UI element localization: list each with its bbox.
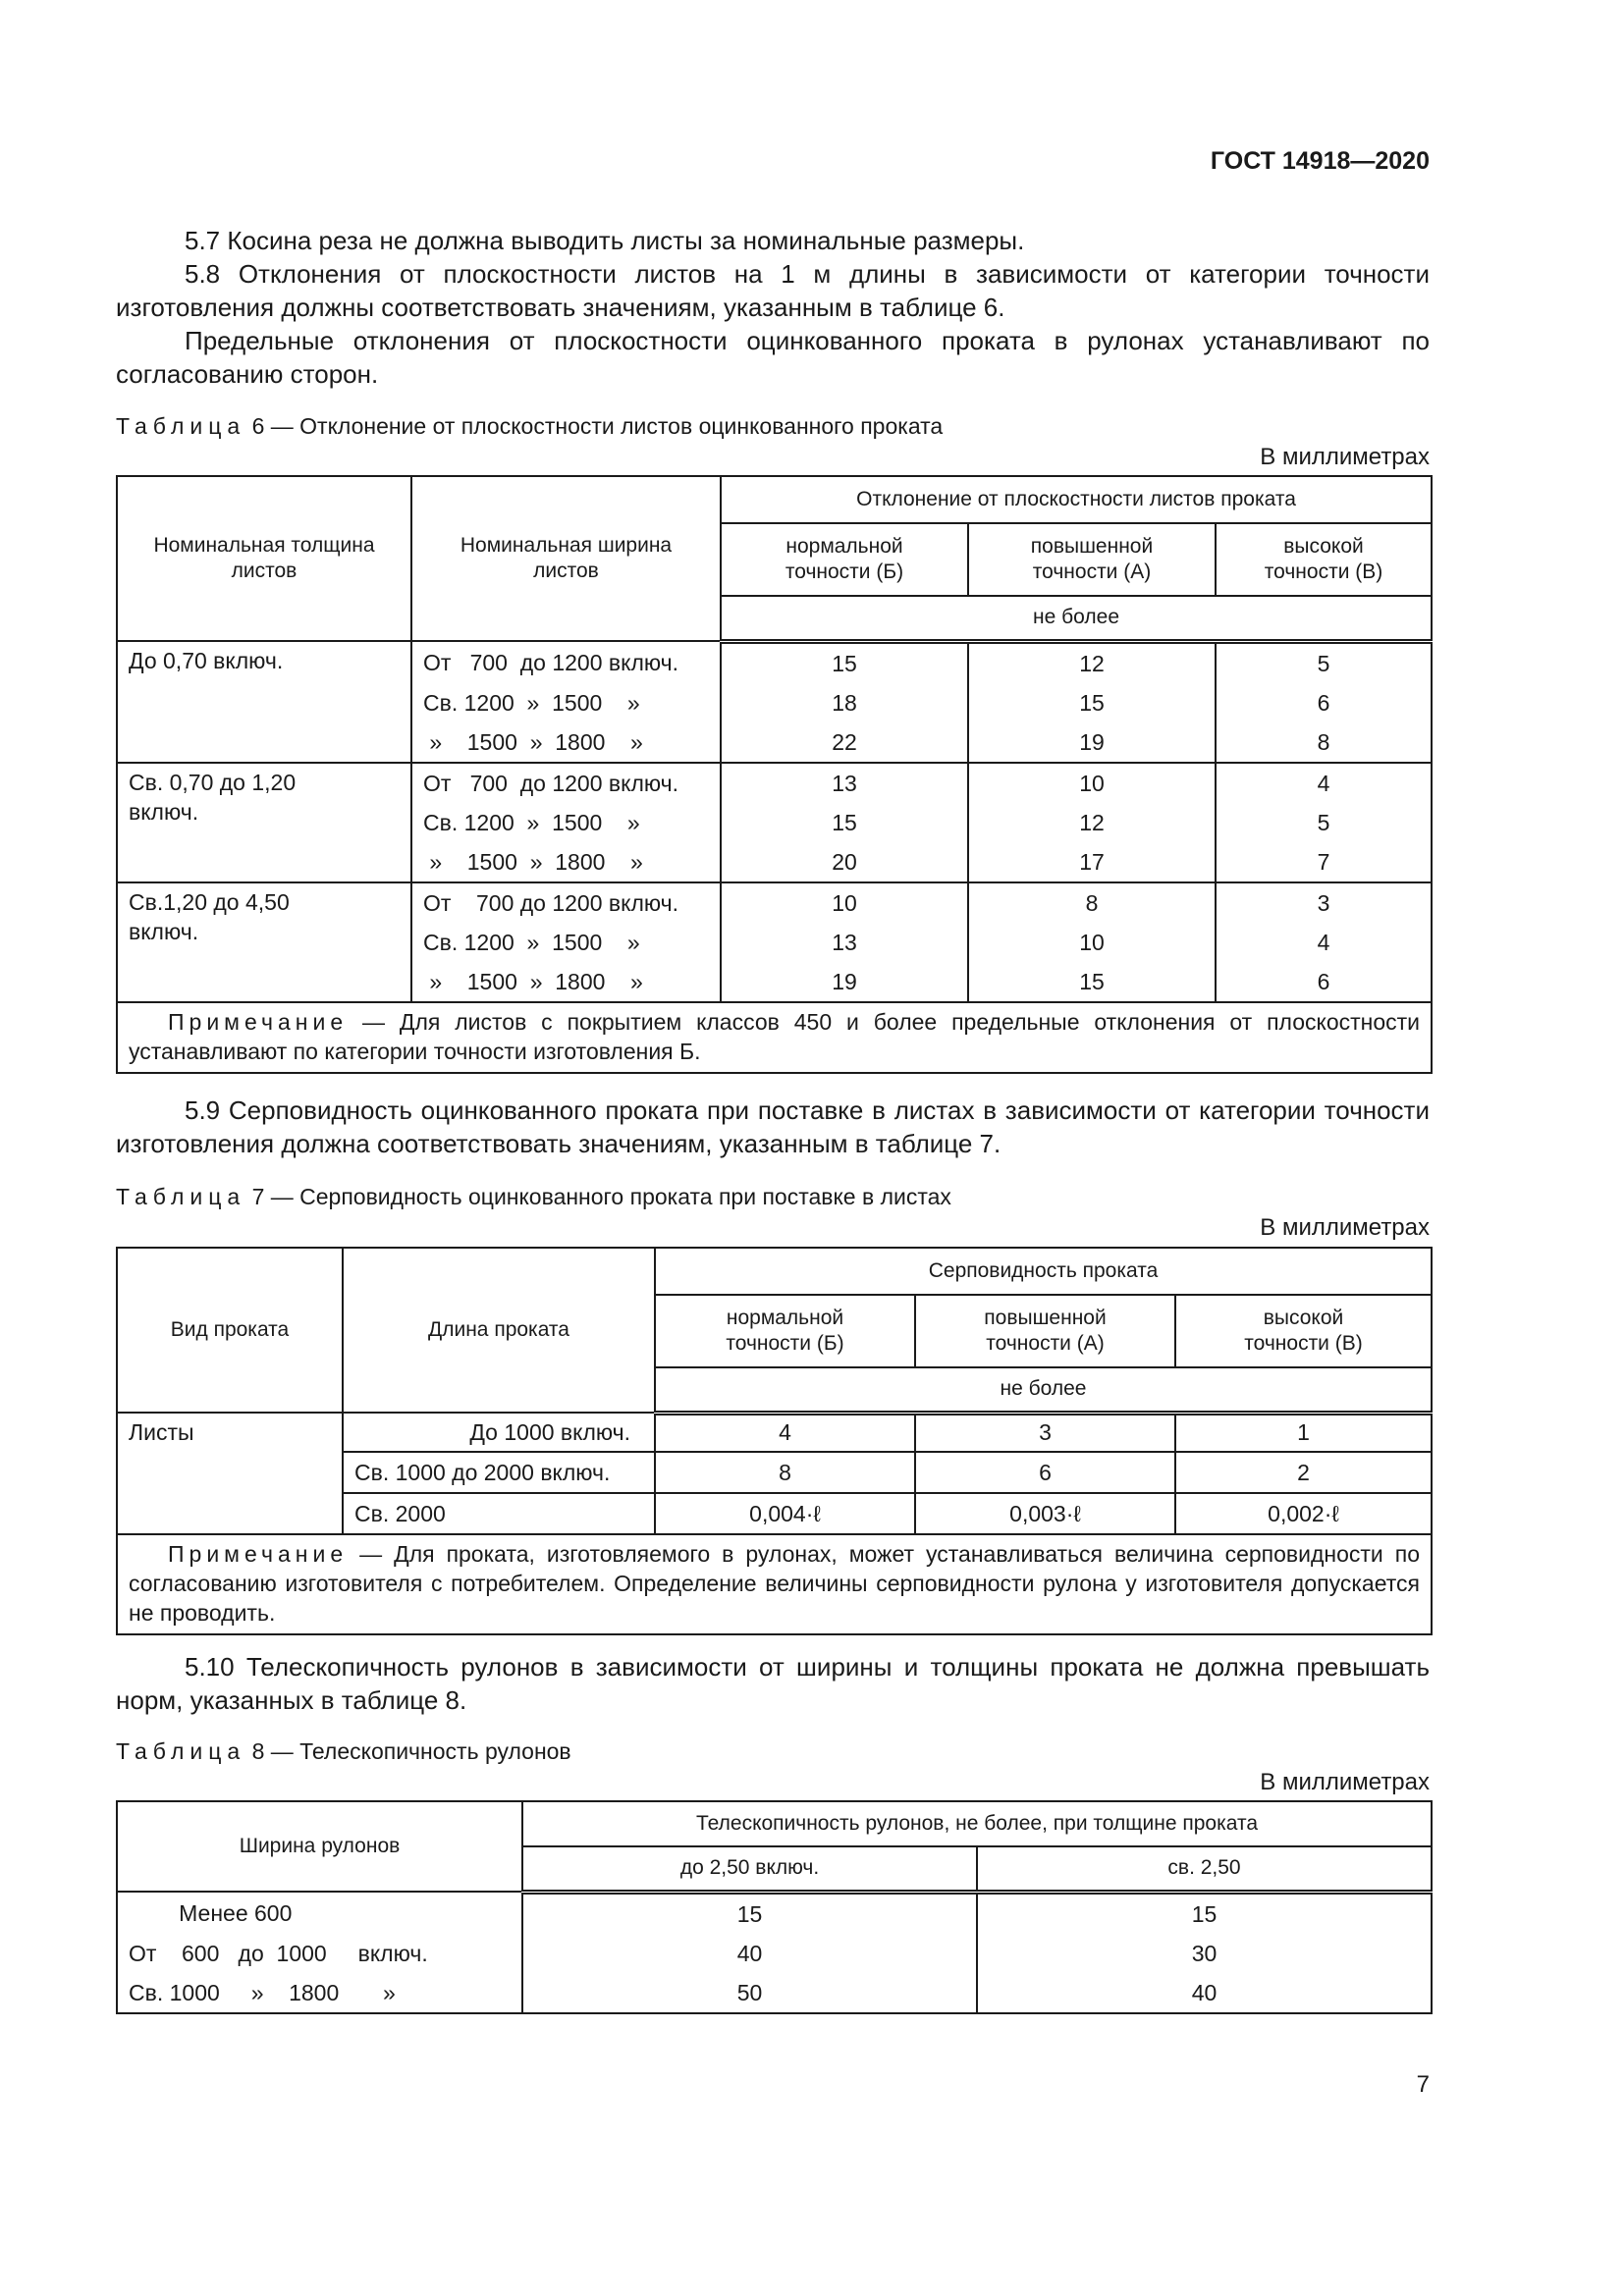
value-cell: 4 — [1216, 763, 1432, 803]
table-8-caption — [116, 1738, 571, 1765]
value-cell: 40 — [522, 1934, 977, 1973]
table-row — [117, 1973, 1432, 2013]
value-cell: 18 — [721, 683, 968, 722]
value-cell: 10 — [968, 763, 1216, 803]
value-cell: 13 — [721, 923, 968, 962]
table-8 — [116, 1800, 1433, 2014]
value-cell: 1 — [1175, 1413, 1432, 1452]
col-header-increased: повышенной точности (А) — [968, 523, 1216, 596]
document-id: ГОСТ 14918—2020 — [1210, 147, 1430, 175]
value-cell: 6 — [915, 1452, 1175, 1493]
width-cell: Менее 600 — [117, 1892, 522, 1934]
table-row — [117, 1413, 1432, 1452]
value-cell: 19 — [968, 722, 1216, 763]
col-header-width: Номинальная ширина листов — [411, 476, 721, 641]
table-6-note — [117, 1002, 1432, 1073]
paragraph-5-10: 5.10 Телескопичность рулонов в зависимости от ширины и толщины проката не должна превышать норм, указанных в таблице 8. — [116, 1652, 1430, 1715]
col-header-kind: Вид проката — [117, 1248, 343, 1413]
width-cell: » 1500 » 1800 » — [411, 722, 721, 763]
table-7-note — [117, 1534, 1432, 1634]
table-row — [117, 1892, 1432, 1934]
value-cell: 22 — [721, 722, 968, 763]
width-cell: Св. 1200 » 1500 » — [411, 923, 721, 962]
note-text: — Для листов с покрытием классов 450 и более предельные отклонения от плоскостности устанавливают по категории точности изготовления Б. — [129, 1008, 1421, 1064]
length-cell: До 1000 включ. — [343, 1413, 655, 1452]
note-text: — Для проката, изготовляемого в рулонах, может устанавливаться величина серповидности по согласованию изготовителя с потребителем. Определение величины серповидности рулона у изготовителя допускается не проводить. — [129, 1541, 1420, 1626]
width-cell: От 700 до 1200 включ. — [411, 641, 721, 683]
col-header-normal: нормальной точности (Б) — [721, 523, 968, 596]
col-header-not-more: не более — [721, 596, 1432, 641]
value-cell: 7 — [1216, 842, 1432, 882]
value-cell: 15 — [721, 641, 968, 683]
col-header-group: Отклонение от плоскостности листов проката — [721, 476, 1432, 523]
paragraph-5-8: 5.8 Отклонения от плоскостности листов на 1 м длины в зависимости от категории точности изготовления должны соответствовать значениям, указанным в таблице 6. — [116, 259, 1430, 322]
col-header-high: высокой точности (В) — [1216, 523, 1432, 596]
table-7-units: В миллиметрах — [1260, 1214, 1430, 1241]
table-row — [117, 763, 1432, 803]
col-header-not-more: не более — [655, 1367, 1432, 1413]
table-title: 6 — Отклонение от плоскостности листов оцинкованного проката — [245, 413, 944, 439]
value-cell: 12 — [968, 803, 1216, 842]
kind-cell: Листы — [117, 1413, 343, 1534]
note-label: Примечание — [168, 1008, 349, 1035]
paragraph-5-7: 5.7 Косина реза не должна выводить листы за номинальные размеры. — [185, 226, 1025, 255]
table-label: Таблица — [116, 1184, 246, 1209]
table-label: Таблица — [116, 1738, 246, 1764]
value-cell: 4 — [655, 1413, 915, 1452]
value-cell: 8 — [1216, 722, 1432, 763]
width-cell: Св. 1200 » 1500 » — [411, 803, 721, 842]
width-cell: Св. 1000 » 1800 » — [117, 1973, 522, 2013]
col-header-group: Телескопичность рулонов, не более, при толщине проката — [522, 1801, 1432, 1846]
value-cell: 30 — [977, 1934, 1432, 1973]
table-row — [117, 641, 1432, 683]
width-cell: » 1500 » 1800 » — [411, 962, 721, 1002]
value-cell: 50 — [522, 1973, 977, 2013]
value-cell: 8 — [655, 1452, 915, 1493]
table-row — [117, 1934, 1432, 1973]
thickness-cell: До 0,70 включ. — [117, 641, 411, 763]
value-cell: 12 — [968, 641, 1216, 683]
width-cell: » 1500 » 1800 » — [411, 842, 721, 882]
table-title: 7 — Серповидность оцинкованного проката при поставке в листах — [245, 1184, 951, 1209]
col-header-le-2-50: до 2,50 включ. — [522, 1846, 977, 1892]
value-cell: 6 — [1216, 683, 1432, 722]
value-cell: 15 — [522, 1892, 977, 1934]
col-header-width: Ширина рулонов — [117, 1801, 522, 1892]
width-cell: От 700 до 1200 включ. — [411, 882, 721, 923]
width-cell: От 700 до 1200 включ. — [411, 763, 721, 803]
value-cell: 0,002·ℓ — [1175, 1493, 1432, 1534]
thickness-cell: Св. 0,70 до 1,20 включ. — [117, 763, 411, 882]
table-7 — [116, 1247, 1433, 1635]
paragraph-5-9: 5.9 Серповидность оцинкованного проката при поставке в листах в зависимости от категории точности изготовления должна соответствовать значениям, указанным в таблице 7. — [116, 1095, 1430, 1158]
value-cell: 10 — [968, 923, 1216, 962]
value-cell: 6 — [1216, 962, 1432, 1002]
value-cell: 0,004·ℓ — [655, 1493, 915, 1534]
note-label: Примечание — [168, 1541, 349, 1567]
table-6-caption — [116, 413, 943, 440]
value-cell: 8 — [968, 882, 1216, 923]
table-label: Таблица — [116, 413, 246, 439]
page-number: 7 — [1416, 2071, 1430, 2098]
value-cell: 15 — [721, 803, 968, 842]
value-cell: 10 — [721, 882, 968, 923]
table-8-units: В миллиметрах — [1260, 1769, 1430, 1795]
paragraph-5-8-rolls: Предельные отклонения от плоскостности оцинкованного проката в рулонах устанавливают по согласованию сторон. — [116, 326, 1430, 389]
value-cell: 4 — [1216, 923, 1432, 962]
value-cell: 17 — [968, 842, 1216, 882]
value-cell: 5 — [1216, 803, 1432, 842]
value-cell: 15 — [968, 962, 1216, 1002]
table-title: 8 — Телескопичность рулонов — [245, 1738, 571, 1764]
value-cell: 3 — [915, 1413, 1175, 1452]
col-header-increased: повышенной точности (А) — [915, 1295, 1175, 1367]
length-cell: Св. 2000 — [343, 1493, 655, 1534]
value-cell: 20 — [721, 842, 968, 882]
col-header-length: Длина проката — [343, 1248, 655, 1413]
value-cell: 0,003·ℓ — [915, 1493, 1175, 1534]
thickness-cell: Св.1,20 до 4,50 включ. — [117, 882, 411, 1002]
col-header-thickness: Номинальная толщина листов — [117, 476, 411, 641]
value-cell: 15 — [968, 683, 1216, 722]
width-cell: От 600 до 1000 включ. — [117, 1934, 522, 1973]
value-cell: 2 — [1175, 1452, 1432, 1493]
table-6 — [116, 475, 1433, 1074]
col-header-group: Серповидность проката — [655, 1248, 1432, 1295]
value-cell: 3 — [1216, 882, 1432, 923]
col-header-high: высокой точности (В) — [1175, 1295, 1432, 1367]
value-cell: 19 — [721, 962, 968, 1002]
value-cell: 13 — [721, 763, 968, 803]
length-cell: Св. 1000 до 2000 включ. — [343, 1452, 655, 1493]
table-7-caption — [116, 1184, 951, 1210]
width-cell: Св. 1200 » 1500 » — [411, 683, 721, 722]
value-cell: 15 — [977, 1892, 1432, 1934]
table-row — [117, 882, 1432, 923]
col-header-gt-2-50: св. 2,50 — [977, 1846, 1432, 1892]
value-cell: 40 — [977, 1973, 1432, 2013]
table-6-units: В миллиметрах — [1260, 444, 1430, 470]
col-header-normal: нормальной точности (Б) — [655, 1295, 915, 1367]
value-cell: 5 — [1216, 641, 1432, 683]
